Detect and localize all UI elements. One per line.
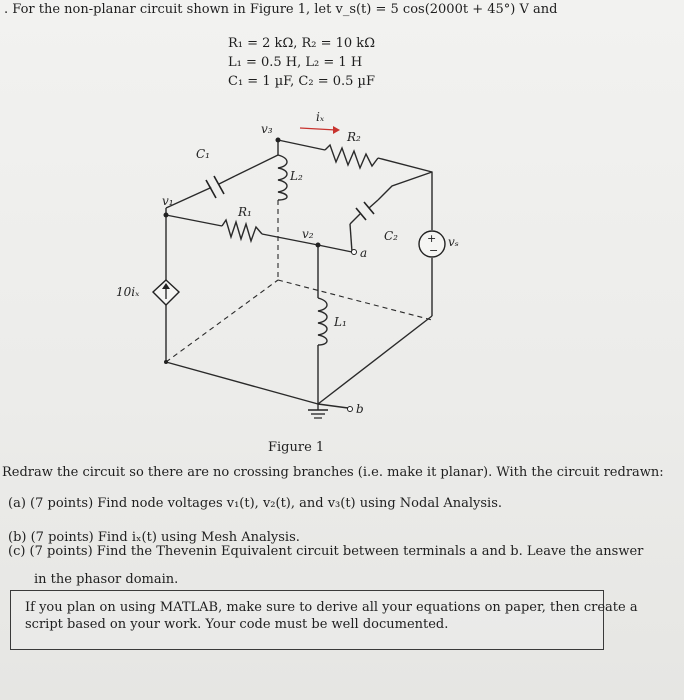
node-v3 (276, 138, 281, 143)
label-r2: R₂ (347, 130, 361, 144)
figure-caption: Figure 1 (268, 440, 325, 455)
resistor-r1 (222, 220, 262, 241)
resistor-r2 (325, 145, 378, 168)
part-b: (b) (7 points) Find iₓ(t) using Mesh Analysis. (8, 530, 300, 545)
wire-v1-r1 (166, 215, 222, 226)
wire-r2-right (378, 158, 432, 230)
params-resistors: R₁ = 2 kΩ, R₂ = 10 kΩ (228, 36, 375, 51)
voltage-source-vs (419, 231, 445, 257)
part-c-continued: in the phasor domain. (34, 572, 179, 587)
note-line-1: If you plan on using MATLAB, make sure to derive all your equations on paper, then create a (25, 600, 638, 615)
ground-symbol (308, 404, 328, 418)
matlab-note-box (10, 590, 638, 650)
wire-c2-a (350, 224, 352, 252)
label-dependent-source: 10iₓ (116, 285, 140, 299)
terminal-b (348, 407, 353, 412)
label-l2: L₂ (290, 169, 303, 183)
terminal-a (352, 250, 357, 255)
node-bottom-left (164, 360, 168, 364)
svg-text:+: + (427, 232, 437, 245)
node-v1 (164, 213, 169, 218)
wire-c1-v3 (235, 155, 278, 176)
label-r1: R₁ (238, 205, 252, 219)
note-line-2: script based on your work. Your code must be well documented. (25, 617, 449, 632)
label-ix: iₓ (316, 110, 325, 124)
wire-bottom-ground (166, 362, 318, 404)
node-v2 (316, 243, 321, 248)
dashed-diag-left (166, 280, 278, 362)
capacitor-c1 (206, 176, 235, 198)
part-c: (c) (7 points) Find the Thevenin Equivalent circuit between terminals a and b. Leave the answer (8, 544, 644, 559)
part-a: (a) (7 points) Find node voltages v₁(t), v₂(t), and v₃(t) using Nodal Analysis. (8, 496, 502, 511)
wire-ground-b (318, 404, 348, 408)
problem-intro: . For the non-planar circuit shown in Figure 1, let v_s(t) = 5 cos(2000t + 45°) V and (4, 2, 558, 17)
label-v2: v₂ (302, 227, 314, 241)
inductor-l2 (278, 155, 287, 200)
wire-v2-a (318, 245, 352, 252)
label-a: a (360, 246, 368, 260)
dependent-current-source (153, 280, 179, 305)
label-vs: vₛ (448, 235, 459, 249)
label-v3: v₃ (261, 122, 273, 136)
label-l1: L₁ (334, 315, 347, 329)
current-arrow-ix (300, 126, 340, 134)
params-capacitors: C₁ = 1 µF, C₂ = 0.5 µF (228, 74, 376, 89)
params-inductors: L₁ = 0.5 H, L₂ = 1 H (228, 55, 363, 70)
label-c2: C₂ (384, 229, 398, 243)
wire-v3-r2 (278, 140, 325, 150)
label-c1: C₁ (196, 147, 210, 161)
label-v1: v₁ (162, 194, 174, 208)
wire-right-ground (318, 316, 432, 404)
label-b: b (356, 402, 364, 416)
dashed-diag-right (278, 280, 432, 320)
redraw-instruction: Redraw the circuit so there are no crossing branches (i.e. make it planar). With the circuit redrawn: (2, 465, 664, 480)
capacitor-c2 (356, 200, 378, 220)
inductor-l1 (318, 298, 327, 345)
svg-text:−: − (429, 244, 439, 257)
